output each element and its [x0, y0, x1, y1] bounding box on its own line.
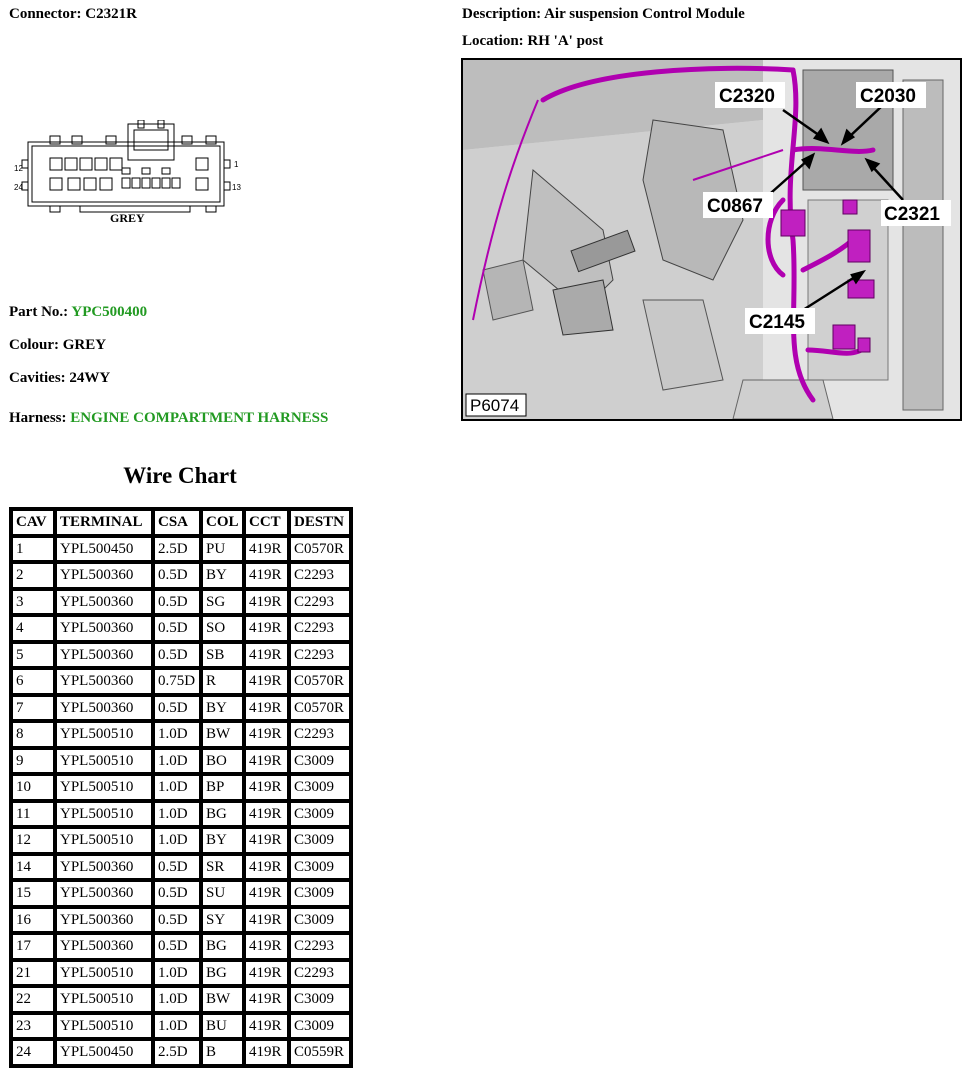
callout-c2320: C2320	[719, 86, 775, 107]
cell-destn: C0570R	[289, 695, 351, 722]
harness-field	[9, 410, 328, 427]
cell-destn: C2293	[289, 960, 351, 987]
pin-label-24: 24	[14, 183, 23, 192]
cell-col: R	[201, 668, 244, 695]
callout-c2145: C2145	[749, 312, 805, 333]
cavities-label: Cavities:	[9, 370, 66, 386]
harness-value: ENGINE COMPARTMENT HARNESS	[70, 410, 329, 426]
cell-cav: 15	[11, 880, 55, 907]
cell-cct: 419R	[244, 986, 289, 1013]
cell-col: SR	[201, 854, 244, 881]
cell-destn: C2293	[289, 721, 351, 748]
cell-col: BW	[201, 986, 244, 1013]
description-field	[462, 6, 745, 23]
cell-terminal: YPL500510	[55, 960, 153, 987]
cell-cct: 419R	[244, 615, 289, 642]
table-row	[11, 933, 351, 960]
cell-cav: 14	[11, 854, 55, 881]
cell-terminal: YPL500510	[55, 801, 153, 828]
table-row	[11, 1013, 351, 1040]
cell-col: BG	[201, 801, 244, 828]
cell-cav: 11	[11, 801, 55, 828]
location-label: Location:	[462, 33, 524, 49]
connector-label: Connector:	[9, 6, 82, 22]
cell-destn: C2293	[289, 933, 351, 960]
cell-destn: C2293	[289, 589, 351, 616]
cell-cav: 1	[11, 536, 55, 563]
cell-destn: C3009	[289, 907, 351, 934]
cell-col: BO	[201, 748, 244, 775]
cell-destn: C3009	[289, 827, 351, 854]
cell-terminal: YPL500510	[55, 774, 153, 801]
callout-c2030: C2030	[860, 86, 916, 107]
cell-cct: 419R	[244, 1013, 289, 1040]
table-row	[11, 827, 351, 854]
cell-terminal: YPL500510	[55, 827, 153, 854]
connector-value: C2321R	[85, 6, 137, 22]
description-label: Description:	[462, 6, 542, 22]
description-value: Air suspension Control Module	[544, 6, 745, 22]
table-row	[11, 1039, 351, 1066]
cell-cct: 419R	[244, 960, 289, 987]
cell-terminal: YPL500510	[55, 1013, 153, 1040]
cavities-value: 24WY	[69, 370, 111, 386]
cell-csa: 0.5D	[153, 642, 201, 669]
cell-cav: 5	[11, 642, 55, 669]
cell-csa: 1.0D	[153, 960, 201, 987]
cell-terminal: YPL500360	[55, 880, 153, 907]
cell-terminal: YPL500360	[55, 562, 153, 589]
cell-cav: 2	[11, 562, 55, 589]
connector-colour-label: GREY	[110, 211, 145, 225]
cell-col: BP	[201, 774, 244, 801]
harness-label: Harness:	[9, 410, 67, 426]
cell-cct: 419R	[244, 668, 289, 695]
table-row	[11, 615, 351, 642]
table-row	[11, 801, 351, 828]
cell-destn: C2293	[289, 615, 351, 642]
part-number-label: Part No.:	[9, 304, 69, 320]
cell-cct: 419R	[244, 589, 289, 616]
cell-col: PU	[201, 536, 244, 563]
cell-destn: C3009	[289, 774, 351, 801]
cell-csa: 0.5D	[153, 854, 201, 881]
cell-csa: 1.0D	[153, 986, 201, 1013]
wire-chart-body	[11, 536, 351, 1066]
cell-cct: 419R	[244, 642, 289, 669]
cell-cct: 419R	[244, 536, 289, 563]
cell-col: SU	[201, 880, 244, 907]
header-terminal: TERMINAL	[55, 509, 153, 536]
cell-terminal: YPL500360	[55, 589, 153, 616]
cell-col: B	[201, 1039, 244, 1066]
cell-cav: 12	[11, 827, 55, 854]
cell-cav: 8	[11, 721, 55, 748]
table-row	[11, 721, 351, 748]
cell-csa: 1.0D	[153, 774, 201, 801]
cell-destn: C3009	[289, 1013, 351, 1040]
cell-csa: 2.5D	[153, 536, 201, 563]
cell-cct: 419R	[244, 774, 289, 801]
cell-cav: 7	[11, 695, 55, 722]
table-row	[11, 642, 351, 669]
cell-cav: 6	[11, 668, 55, 695]
cell-cct: 419R	[244, 933, 289, 960]
cell-cav: 21	[11, 960, 55, 987]
cell-cav: 10	[11, 774, 55, 801]
header-cav: CAV	[11, 509, 55, 536]
cell-col: SO	[201, 615, 244, 642]
cell-destn: C3009	[289, 801, 351, 828]
table-row	[11, 986, 351, 1013]
header-col: COL	[201, 509, 244, 536]
cell-cct: 419R	[244, 748, 289, 775]
cell-col: BY	[201, 827, 244, 854]
pin-label-12: 12	[14, 164, 23, 173]
cell-csa: 0.5D	[153, 880, 201, 907]
cell-col: BG	[201, 960, 244, 987]
wire-chart-table	[9, 507, 353, 1068]
colour-label: Colour:	[9, 337, 59, 353]
location-value: RH 'A' post	[527, 33, 604, 49]
cell-col: BG	[201, 933, 244, 960]
table-row	[11, 774, 351, 801]
table-row	[11, 748, 351, 775]
table-row	[11, 907, 351, 934]
cell-terminal: YPL500360	[55, 668, 153, 695]
cell-cct: 419R	[244, 562, 289, 589]
cell-destn: C2293	[289, 642, 351, 669]
part-number-value: YPC500400	[71, 304, 148, 320]
cell-col: BY	[201, 562, 244, 589]
colour-field	[9, 337, 106, 354]
cell-destn: C3009	[289, 986, 351, 1013]
callout-c0867: C0867	[707, 196, 763, 217]
cell-cct: 419R	[244, 721, 289, 748]
pin-label-13: 13	[232, 183, 241, 192]
cell-col: SY	[201, 907, 244, 934]
cell-cct: 419R	[244, 695, 289, 722]
cell-destn: C0570R	[289, 536, 351, 563]
connector-face-diagram	[10, 120, 250, 230]
cell-cav: 4	[11, 615, 55, 642]
cell-destn: C0559R	[289, 1039, 351, 1066]
cell-cct: 419R	[244, 907, 289, 934]
cell-terminal: YPL500360	[55, 615, 153, 642]
cell-csa: 1.0D	[153, 748, 201, 775]
cell-cav: 24	[11, 1039, 55, 1066]
header-cct: CCT	[244, 509, 289, 536]
pin-label-1: 1	[234, 160, 239, 169]
cell-cav: 16	[11, 907, 55, 934]
cell-cct: 419R	[244, 827, 289, 854]
cell-terminal: YPL500450	[55, 536, 153, 563]
cell-terminal: YPL500360	[55, 642, 153, 669]
location-photo	[461, 58, 962, 421]
cell-terminal: YPL500510	[55, 721, 153, 748]
cell-col: BW	[201, 721, 244, 748]
cell-terminal: YPL500360	[55, 854, 153, 881]
cell-csa: 1.0D	[153, 721, 201, 748]
header-csa: CSA	[153, 509, 201, 536]
cell-terminal: YPL500450	[55, 1039, 153, 1066]
cell-col: SB	[201, 642, 244, 669]
cell-csa: 0.5D	[153, 562, 201, 589]
cell-csa: 0.5D	[153, 907, 201, 934]
cell-cct: 419R	[244, 854, 289, 881]
cell-csa: 1.0D	[153, 827, 201, 854]
cell-col: BY	[201, 695, 244, 722]
figure-id: P6074	[470, 396, 520, 415]
table-row	[11, 854, 351, 881]
cell-terminal: YPL500360	[55, 933, 153, 960]
cell-terminal: YPL500510	[55, 748, 153, 775]
connector-field	[9, 6, 137, 23]
cell-destn: C0570R	[289, 668, 351, 695]
table-row	[11, 695, 351, 722]
cell-cav: 23	[11, 1013, 55, 1040]
cell-cav: 17	[11, 933, 55, 960]
cell-destn: C2293	[289, 562, 351, 589]
cell-cct: 419R	[244, 880, 289, 907]
part-number-field	[9, 304, 147, 321]
cell-csa: 0.5D	[153, 589, 201, 616]
cell-csa: 0.5D	[153, 615, 201, 642]
wire-chart-header-row	[11, 509, 351, 536]
table-row	[11, 960, 351, 987]
cell-col: BU	[201, 1013, 244, 1040]
cell-csa: 0.75D	[153, 668, 201, 695]
cell-csa: 0.5D	[153, 933, 201, 960]
cell-destn: C3009	[289, 880, 351, 907]
cell-destn: C3009	[289, 748, 351, 775]
table-row	[11, 562, 351, 589]
table-row	[11, 536, 351, 563]
header-destn: DESTN	[289, 509, 351, 536]
wire-chart-title: Wire Chart	[123, 463, 237, 488]
location-field	[462, 33, 603, 50]
table-row	[11, 880, 351, 907]
cell-terminal: YPL500360	[55, 695, 153, 722]
cell-cav: 9	[11, 748, 55, 775]
cell-csa: 0.5D	[153, 695, 201, 722]
cavities-field	[9, 370, 110, 387]
cell-terminal: YPL500510	[55, 986, 153, 1013]
callout-c2321: C2321	[884, 204, 940, 225]
cell-destn: C3009	[289, 854, 351, 881]
colour-value: GREY	[62, 337, 107, 353]
cell-csa: 2.5D	[153, 1039, 201, 1066]
cell-terminal: YPL500360	[55, 907, 153, 934]
cell-col: SG	[201, 589, 244, 616]
cell-csa: 1.0D	[153, 1013, 201, 1040]
cell-cav: 3	[11, 589, 55, 616]
cell-cct: 419R	[244, 1039, 289, 1066]
table-row	[11, 668, 351, 695]
cell-cav: 22	[11, 986, 55, 1013]
table-row	[11, 589, 351, 616]
cell-csa: 1.0D	[153, 801, 201, 828]
cell-cct: 419R	[244, 801, 289, 828]
